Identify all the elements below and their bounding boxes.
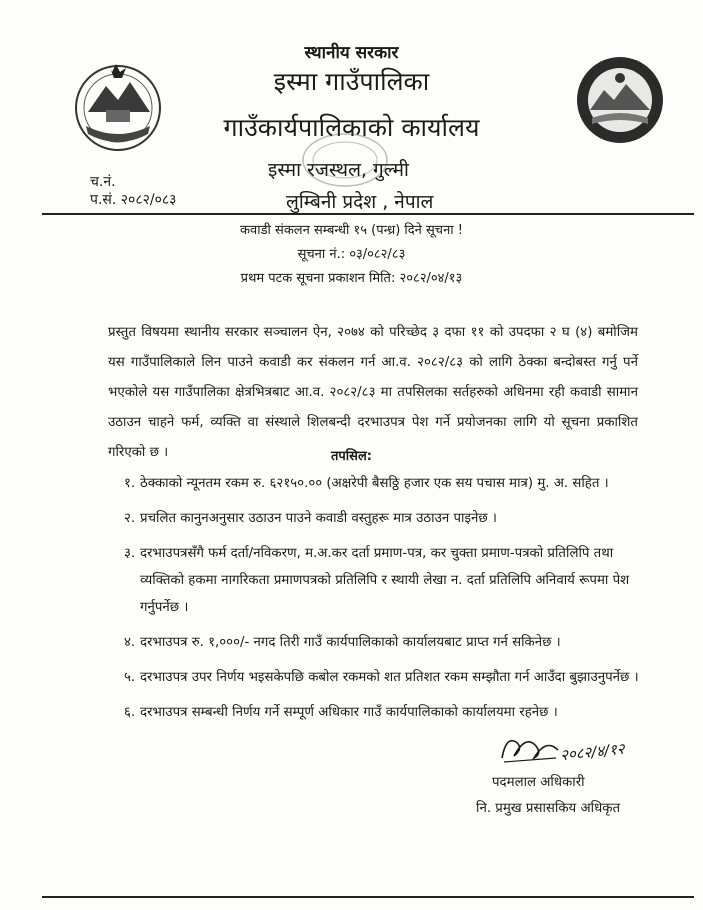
list-item [92, 664, 652, 691]
list-item-text: प्रचलित कानुनअनुसार उठाउन पाउने कवाडी वस्तुहरू मात्र उठाउन पाइनेछ । [140, 511, 497, 526]
details-list [92, 470, 652, 734]
list-item-number: ४. [124, 635, 136, 650]
header-divider [42, 213, 694, 215]
list-item-text: दरभाउपत्रसँगै फर्म दर्ता/नविकरण, म.अ.कर दर्ता प्रमाण-पत्र, कर चुक्ता प्रमाण-पत्रको प्रतिलिपि तथा व्यक्तिको हकमा नागरिकता प्रमाणपत्रको प्रतिलिपि र स्थायी लेखा न. दर्ता प्रतिलिपि अनिवार्य रूपमा पेश गर्नुपर्नेछ । [140, 546, 630, 615]
notice-number: सूचना नं.: ०३/०८२/८३ [297, 247, 406, 262]
notice-subject: कवाडी संकलन सम्बन्धी १५ (पन्ध्र) दिने सूचना ! [240, 223, 463, 238]
office-location: इस्मा रजस्थल, गुल्मी [268, 159, 409, 181]
signatory-designation: नि. प्रमुख प्रसासकिय अधिकृत [476, 801, 621, 816]
list-item [92, 505, 652, 532]
notice-published-date: प्रथम पटक सूचना प्रकाशन मिति: २०८२/०४/१३ [240, 271, 463, 286]
list-item [92, 629, 652, 656]
signature-date: २०८२/४/१२ [559, 739, 626, 765]
office-name: गाउँकार्यपालिकाको कार्यालय [223, 113, 480, 142]
handwritten-signature [496, 728, 568, 768]
list-item [92, 470, 652, 497]
list-item-text: दरभाउपत्र सम्बन्धी निर्णय गर्ने सम्पूर्ण अधिकार गाउँ कार्यपालिकाको कार्यालयमा रहनेछ । [140, 705, 558, 720]
list-item-number: ६. [124, 705, 136, 720]
list-item-number: २. [124, 511, 136, 526]
office-stamp [300, 130, 390, 190]
municipality-name: इस्मा गाउँपालिका [273, 67, 430, 96]
notice-body: प्रस्तुत विषयमा स्थानीय सरकार सञ्चालन ऐन, २०७४ को परिच्छेद ३ दफा ११ को उपदफा २ घ (४) बमोजिम यस गाउँपालिकाले लिन पाउने कवाडी कर संकलन गर्न आ.व. २०८२/८३ को लागि ठेक्का बन्दोबस्त गर्नु पर्ने भएकोले यस गाउँपालिका क्षेत्रभित्रबाट आ.व. २०८२/८३ मा तपसिलका सर्तहरुको अधिनमा रही कवाडी सामान उठाउन चाहने फर्म, व्यक्ति वा संस्थाले शिलबन्दी दरभाउपत्र पेश गर्ने प्रयोजनका लागि यो सूचना प्रकाशित गरिएको छ । [108, 325, 638, 460]
details-heading: तपसिल: [331, 449, 372, 464]
list-item [92, 540, 652, 621]
list-item-number: ३. [124, 546, 136, 561]
list-item-text: दरभाउपत्र रु. १,०००/- नगद तिरी गाउँ कार्यपालिकाको कार्यालयबाट प्राप्त गर्न सकिनेछ । [140, 635, 561, 650]
list-item-number: ५. [124, 670, 136, 685]
list-item [92, 699, 652, 726]
govt-level-title: स्थानीय सरकार [304, 43, 399, 63]
reference-number: च.नं. [90, 174, 116, 190]
list-item-number: १. [124, 476, 136, 491]
footer-divider [42, 896, 694, 898]
signatory-name: पदमलाल अधिकारी [492, 775, 585, 790]
office-province: लुम्बिनी प्रदेश , नेपाल [286, 191, 434, 213]
fiscal-year-reference: प.सं. २०८२/०८३ [90, 192, 177, 208]
list-item-text: दरभाउपत्र उपर निर्णय भइसकेपछि कबोल रकमको शत प्रतिशत रकम सम्झौता गर्न आउँदा बुझाउनुपर्नेछ । [140, 670, 639, 685]
list-item-text: ठेक्काको न्यूनतम रकम रु. ६२१५०.०० (अक्षरेपी बैसठ्ठि हजार एक सय पचास मात्र) मु. अ. सहित । [140, 476, 609, 491]
